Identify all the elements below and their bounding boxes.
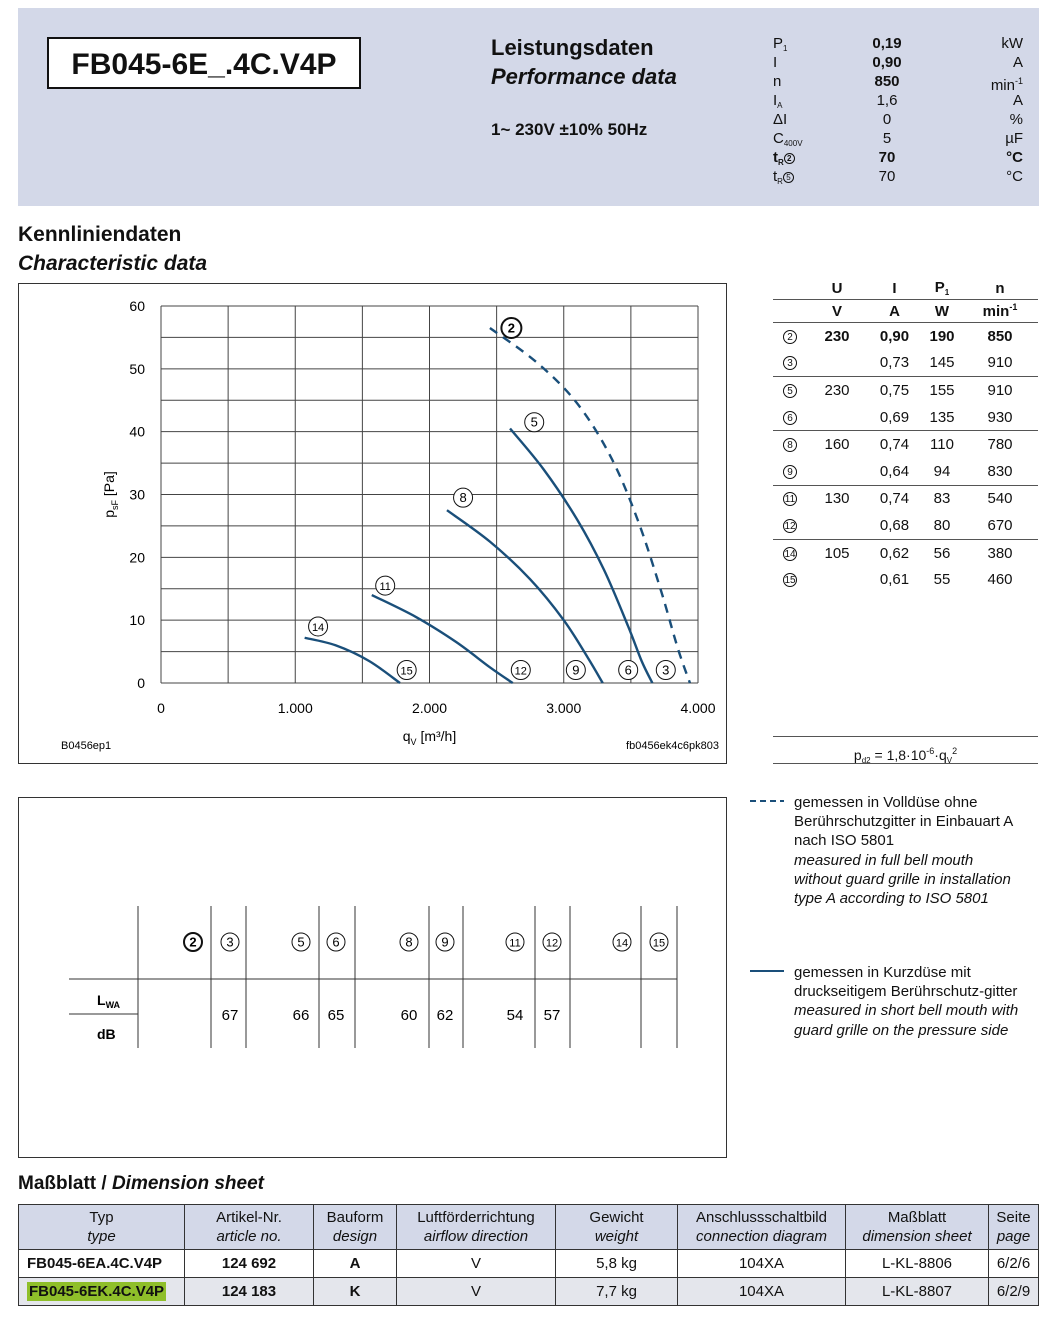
y-tick-label: 0 xyxy=(137,675,145,691)
legend-solid-en: measured in short bell mouth with guard grille on the pressure side xyxy=(794,1002,1019,1039)
point-marker-14: 14 xyxy=(784,548,796,560)
table-header-cell: U xyxy=(831,279,843,297)
svg-text:14: 14 xyxy=(615,937,629,950)
dimension-cell: 104XA xyxy=(678,1278,846,1306)
table-unit-cell: $\min^{-1}$ xyxy=(962,300,1038,323)
model-title: FB045-6E_.4C.V4P xyxy=(47,37,361,89)
spec-unit: A xyxy=(1012,54,1023,71)
svg-text:8: 8 xyxy=(459,490,467,506)
dimension-row xyxy=(19,1250,1039,1278)
table-header-cell: n xyxy=(995,279,1005,297)
dimension-cell: A xyxy=(314,1250,397,1278)
table-cell-n: 460 xyxy=(987,571,1013,589)
curve-8 xyxy=(447,510,603,683)
table-cell-U xyxy=(807,404,867,431)
table-row xyxy=(773,404,1038,431)
legend-solid-de: gemessen in Kurzdüse mit druckseitigem Berührschutz-gitter xyxy=(794,964,1018,1001)
x-axis-label: $q_V$ [m³/h] xyxy=(402,728,457,747)
y-tick-label: 20 xyxy=(129,549,145,566)
table-row xyxy=(773,539,1038,566)
spec-symbol: ΔI xyxy=(773,111,788,128)
table-row xyxy=(773,512,1038,539)
performance-title xyxy=(491,33,677,91)
noise-point-8 xyxy=(400,933,418,951)
spec-symbol: $C_{400V}$ xyxy=(773,130,803,148)
noise-frame xyxy=(18,797,727,1158)
y-tick-label: 40 xyxy=(129,423,145,440)
spec-symbol: $I_A$ xyxy=(773,92,783,110)
noise-unit: dB xyxy=(97,1026,116,1042)
y-tick-label: 50 xyxy=(129,360,145,377)
table-cell-I: 0,64 xyxy=(879,462,910,480)
svg-text:15: 15 xyxy=(400,665,413,678)
curve-end-label-15 xyxy=(397,661,416,680)
point-marker-9: 9 xyxy=(783,465,797,479)
curve-label-14 xyxy=(309,617,328,636)
table-cell-n: 850 xyxy=(962,323,1038,350)
spec-row xyxy=(773,34,1023,53)
table-cell-n: 930 xyxy=(987,408,1013,426)
noise-value: 62 xyxy=(436,1007,454,1024)
point-marker-2: 2 xyxy=(783,330,797,344)
spec-unit: % xyxy=(1009,111,1023,128)
spec-unit: °C xyxy=(1006,168,1023,185)
svg-text:5: 5 xyxy=(530,414,538,430)
dimension-cell: L-KL-8807 xyxy=(846,1278,989,1306)
table-cell-P: 190 xyxy=(922,323,962,350)
noise-point-9 xyxy=(436,933,454,951)
spec-value: 70 xyxy=(878,149,896,166)
table-cell-I: 0,68 xyxy=(879,516,910,534)
spec-value: 5 xyxy=(882,130,892,147)
table-cell-I: 0,69 xyxy=(879,408,910,426)
curve-end-label-6 xyxy=(619,661,638,680)
dimension-header-cell: Seite page xyxy=(989,1205,1039,1250)
legend-solid xyxy=(750,963,1040,1083)
x-tick-label: 1.000 xyxy=(277,700,313,716)
operating-points-table xyxy=(773,277,1038,593)
dimension-header-row xyxy=(19,1205,1039,1250)
svg-text:14: 14 xyxy=(311,621,325,634)
chart-grid xyxy=(161,306,698,683)
table-unit-row xyxy=(773,300,1038,323)
noise-table xyxy=(19,798,726,1157)
spec-row xyxy=(773,110,1023,129)
characteristic-chart xyxy=(19,284,726,763)
noise-point-15 xyxy=(650,933,668,951)
table-cell-n: 540 xyxy=(962,485,1038,512)
pd2-formula: $p_{d2} = 1,8\cdot 10^{-6}\cdot q_V^2$ xyxy=(773,736,1038,764)
table-cell-U xyxy=(807,566,867,593)
spec-value: 0 xyxy=(882,111,892,128)
curve-label-8 xyxy=(454,488,473,507)
table-header-cell: I xyxy=(892,279,897,297)
characteristic-title xyxy=(18,220,207,278)
curve-end-label-12 xyxy=(511,661,530,680)
table-cell-P: 56 xyxy=(922,539,962,566)
table-cell-n: 910 xyxy=(987,354,1013,372)
dimension-row xyxy=(19,1278,1039,1306)
curve-label-5 xyxy=(525,413,544,432)
table-row xyxy=(773,485,1038,512)
table-cell-P: 55 xyxy=(933,571,951,589)
table-row xyxy=(773,323,1038,350)
table-cell-P: 145 xyxy=(929,354,955,372)
spec-symbol: $P_1$ xyxy=(773,35,788,53)
legend-dashed-line xyxy=(750,796,790,806)
table-cell-U: 230 xyxy=(807,377,867,404)
svg-text:8: 8 xyxy=(405,934,413,950)
y-axis-label: $p_{sF}$ [Pa] xyxy=(101,471,120,518)
curve-14 xyxy=(305,638,400,683)
table-cell-P: 155 xyxy=(922,377,962,404)
performance-title-en: Performance data xyxy=(491,64,677,89)
table-cell-I: 0,61 xyxy=(879,571,910,589)
noise-label: $L_{WA}$ xyxy=(97,992,121,1010)
dimension-cell: 104XA xyxy=(678,1250,846,1278)
table-cell-P: 80 xyxy=(933,516,951,534)
dimension-cell: 6/2/6 xyxy=(989,1250,1039,1278)
spec-value: 0,19 xyxy=(872,35,902,52)
table-cell-P: 135 xyxy=(929,408,955,426)
table-cell-U: 230 xyxy=(807,323,867,350)
noise-value: 65 xyxy=(327,1007,345,1024)
table-cell-I: 0,90 xyxy=(867,323,922,350)
point-marker-3: 3 xyxy=(783,356,797,370)
spec-symbol: I xyxy=(773,54,778,71)
table-cell-n: 780 xyxy=(962,431,1038,458)
noise-point-6 xyxy=(327,933,345,951)
dimension-header-cell: Artikel-Nr. article no. xyxy=(185,1205,314,1250)
table-cell-P: 83 xyxy=(922,485,962,512)
svg-text:9: 9 xyxy=(441,934,449,950)
chart-code-right: fb0456ek4c6pk803 xyxy=(626,740,719,752)
svg-text:2: 2 xyxy=(189,934,197,950)
svg-text:15: 15 xyxy=(652,937,666,950)
voltage-rating: 1~ 230V ±10% 50Hz xyxy=(491,120,648,139)
svg-text:12: 12 xyxy=(545,937,559,950)
svg-text:9: 9 xyxy=(572,662,580,678)
spec-unit: $\min^{-1}$ xyxy=(990,76,1023,94)
characteristic-title-de: Kennliniendaten xyxy=(18,223,182,246)
dimension-cell: V xyxy=(397,1278,556,1306)
dimension-header-cell: Maßblatt dimension sheet xyxy=(846,1205,989,1250)
curve-11 xyxy=(372,595,513,683)
table-unit-cell: V xyxy=(807,300,867,323)
table-unit-cell: W xyxy=(922,300,962,323)
spec-symbol: $t_R$ 5 xyxy=(773,167,794,191)
svg-text:5: 5 xyxy=(297,934,305,950)
point-marker-8: 8 xyxy=(783,438,797,452)
curve-end-label-9 xyxy=(566,661,585,680)
y-tick-label: 10 xyxy=(129,612,145,629)
spec-row xyxy=(773,72,1023,94)
dimension-cell: 5,8 kg xyxy=(556,1250,678,1278)
table-header-cell: $P_1$ xyxy=(934,279,950,297)
point-marker-11: 11 xyxy=(784,494,796,506)
dimension-header-cell: Luftförderrichtung airflow direction xyxy=(397,1205,556,1250)
svg-text:3: 3 xyxy=(662,662,670,678)
dimension-header-cell: Gewicht weight xyxy=(556,1205,678,1250)
dimension-header-cell: Typ type xyxy=(19,1205,185,1250)
dimension-cell: K xyxy=(314,1278,397,1306)
svg-text:6: 6 xyxy=(624,662,632,678)
svg-text:3: 3 xyxy=(226,934,234,950)
svg-text:2: 2 xyxy=(507,320,516,336)
noise-value: 67 xyxy=(221,1007,239,1024)
table-row xyxy=(773,458,1038,485)
table-unit-cell: A xyxy=(867,300,922,323)
point-marker-2: 2 xyxy=(784,153,795,164)
svg-text:12: 12 xyxy=(514,665,527,678)
legend-dashed-de: gemessen in Volldüse ohne Berührschutzgitter in Einbauart A nach ISO 5801 xyxy=(794,794,1013,850)
table-cell-P: 110 xyxy=(922,431,962,458)
table-row xyxy=(773,350,1038,377)
table-cell-I: 0,75 xyxy=(867,377,922,404)
dimension-title: Maßblatt / Dimension sheet xyxy=(18,1173,264,1194)
pd2-formula-text: = 1,8·10 xyxy=(874,747,927,763)
chart-frame xyxy=(18,283,727,764)
spec-row xyxy=(773,91,1023,110)
table-cell-U xyxy=(807,512,867,539)
noise-point-2 xyxy=(184,933,202,951)
noise-point-5 xyxy=(292,933,310,951)
point-marker-6: 6 xyxy=(783,411,797,425)
chart-code-left: B0456ep1 xyxy=(61,740,112,752)
curve-2 xyxy=(490,328,690,683)
table-row xyxy=(773,377,1038,404)
table-cell-I: 0,73 xyxy=(879,354,910,372)
curve-label-11 xyxy=(376,576,395,595)
spec-symbol: n xyxy=(773,73,782,90)
x-tick-label: 3.000 xyxy=(546,700,582,716)
noise-point-14 xyxy=(613,933,631,951)
svg-text:11: 11 xyxy=(509,937,521,950)
spec-row xyxy=(773,53,1023,72)
y-tick-label: 60 xyxy=(129,298,145,314)
dimension-cell: V xyxy=(397,1250,556,1278)
spec-value: 850 xyxy=(874,73,900,90)
table-cell-U: 160 xyxy=(807,431,867,458)
x-tick-label: 0 xyxy=(157,700,165,716)
table-cell-U: 130 xyxy=(807,485,867,512)
table-header-row xyxy=(773,277,1038,300)
legend-dashed xyxy=(750,793,1040,933)
table-cell-I: 0,74 xyxy=(867,485,922,512)
noise-value: 66 xyxy=(292,1007,310,1024)
table-cell-n: 830 xyxy=(987,462,1013,480)
dimension-table xyxy=(18,1204,1039,1306)
spec-value: 70 xyxy=(878,168,896,185)
table-cell-U xyxy=(807,458,867,485)
curve-label-2 xyxy=(501,318,521,338)
table-cell-U: 105 xyxy=(807,539,867,566)
spec-unit: °C xyxy=(1006,149,1023,166)
dimension-cell: L-KL-8806 xyxy=(846,1250,989,1278)
dimension-header-cell: Anschlussschaltbild connection diagram xyxy=(678,1205,846,1250)
table-cell-I: 0,74 xyxy=(867,431,922,458)
svg-text:11: 11 xyxy=(379,581,391,594)
table-cell-I: 0,62 xyxy=(867,539,922,566)
spec-row xyxy=(773,167,1023,186)
spec-list xyxy=(773,34,1023,186)
y-tick-label: 30 xyxy=(129,486,145,503)
dimension-cell: 124 692 xyxy=(185,1250,314,1278)
dimension-cell: 6/2/9 xyxy=(989,1278,1039,1306)
dimension-cell: 7,7 kg xyxy=(556,1278,678,1306)
dimension-cell: 124 183 xyxy=(185,1278,314,1306)
point-marker-5: 5 xyxy=(783,384,797,398)
spec-unit: kW xyxy=(1001,35,1023,52)
legend-solid-line xyxy=(750,966,790,976)
dimension-header-cell: Bauform design xyxy=(314,1205,397,1250)
spec-value: 1,6 xyxy=(876,92,898,109)
table-row xyxy=(773,431,1038,458)
performance-title-de: Leistungsdaten xyxy=(491,35,654,60)
spec-unit: A xyxy=(1012,92,1023,109)
legend-dashed-en: measured in full bell mouth without guard grille in installation type A according to ISO 5801 xyxy=(794,851,1011,908)
spec-value: 0,90 xyxy=(872,54,902,71)
table-cell-U xyxy=(807,350,867,377)
table-row xyxy=(773,566,1038,593)
spec-symbol: $t_R$ 2 xyxy=(773,148,795,172)
noise-point-11 xyxy=(506,933,524,951)
spec-row xyxy=(773,129,1023,148)
noise-value: 54 xyxy=(506,1007,524,1024)
table-cell-n: 380 xyxy=(962,539,1038,566)
x-tick-label: 4.000 xyxy=(680,700,716,716)
dimension-type-cell: FB045-6EA.4C.V4P xyxy=(19,1250,185,1278)
point-marker-12: 12 xyxy=(784,520,796,532)
x-tick-label: 2.000 xyxy=(411,700,448,716)
characteristic-title-en: Characteristic data xyxy=(18,252,208,275)
spec-unit: µF xyxy=(1005,130,1023,147)
table-cell-P: 94 xyxy=(933,462,951,480)
point-marker-5: 5 xyxy=(783,172,794,183)
noise-point-12 xyxy=(543,933,561,951)
noise-value: 60 xyxy=(400,1007,418,1024)
table-cell-n: 910 xyxy=(962,377,1038,404)
spec-row xyxy=(773,148,1023,167)
dimension-type-cell: FB045-6EK.4C.V4P xyxy=(19,1278,185,1306)
noise-value: 57 xyxy=(543,1007,561,1024)
svg-text:6: 6 xyxy=(332,934,340,950)
noise-point-3 xyxy=(221,933,239,951)
table-cell-n: 670 xyxy=(987,516,1013,534)
point-marker-15: 15 xyxy=(784,575,796,587)
curve-end-label-3 xyxy=(656,661,675,680)
